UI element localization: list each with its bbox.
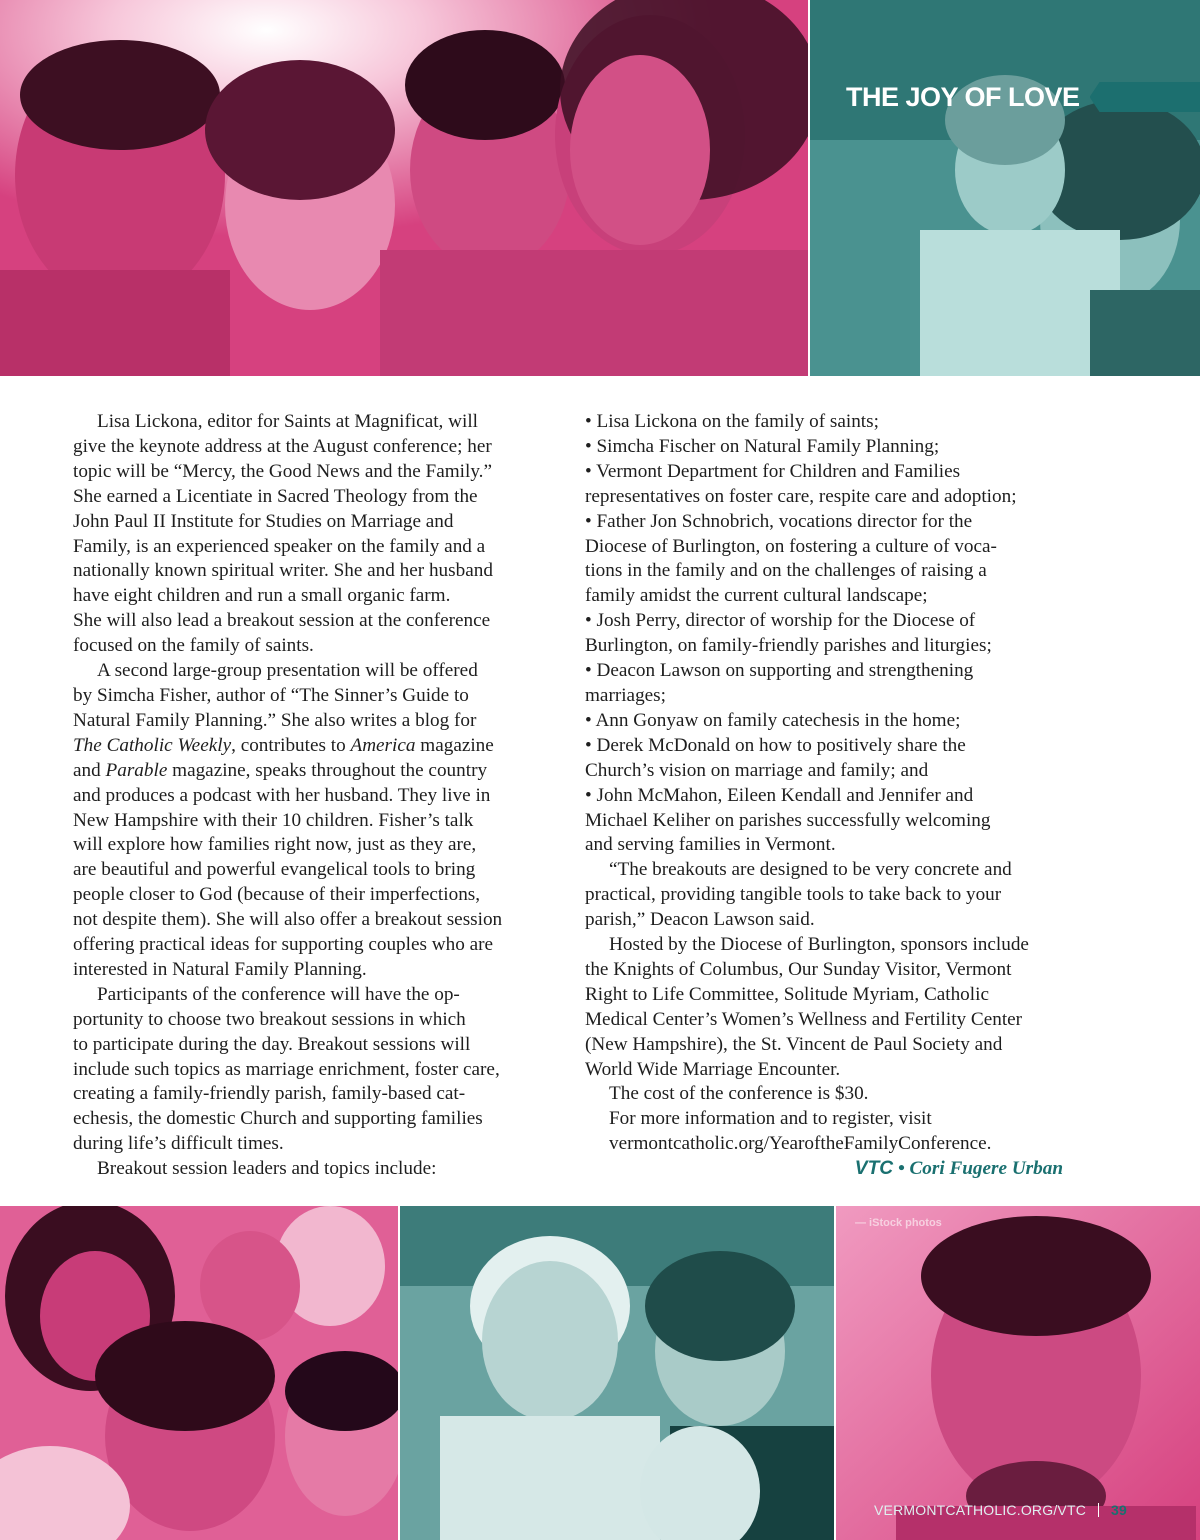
text-line: World Wide Marriage Encounter. [585, 1058, 841, 1080]
text-line: She will also lead a breakout session at the conference [73, 610, 491, 632]
text-line: will explore how families right now, just as they are, [73, 834, 477, 856]
text-line: give the keynote address at the August conference; her [73, 435, 492, 457]
breakout-list [585, 410, 1075, 858]
text-fragment: and [73, 759, 106, 781]
text-line: people closer to God (because of their imperfections, [73, 884, 481, 906]
text-line: Church’s vision on marriage and family; and [585, 759, 929, 781]
text-line: tions in the family and on the challenges of raising a [585, 560, 987, 582]
text-fragment: , contributes to [231, 734, 351, 756]
paragraph-leaders-intro: Breakout session leaders and topics include: [97, 1158, 437, 1180]
young-man-photo [836, 1206, 1200, 1540]
list-item [585, 709, 1075, 734]
byline-author: Cori Fugere Urban [909, 1158, 1063, 1180]
text-line: She earned a Licentiate in Sacred Theology from the [73, 485, 478, 507]
byline-separator: • [893, 1158, 910, 1180]
mother-daughter-photo [810, 0, 1200, 376]
article-column-left [73, 410, 563, 1182]
list-item [585, 784, 1075, 859]
text-line: Medical Center’s Women’s Wellness and Fertility Center [585, 1008, 1023, 1030]
publication-title: Parable [105, 759, 168, 781]
section-banner [836, 82, 1200, 112]
text-line: • Derek McDonald on how to positively share the [585, 734, 966, 756]
text-line: nationally known spiritual writer. She and her husband [73, 560, 493, 582]
list-item [585, 435, 1075, 460]
publication-title: America [350, 734, 416, 756]
text-line: interested in Natural Family Planning. [73, 958, 367, 980]
text-line: • Father Jon Schnobrich, vocations director for the [585, 510, 973, 532]
grandparents-photo [400, 1206, 834, 1540]
text-line: • Ann Gonyaw on family catechesis in the home; [585, 709, 961, 731]
text-fragment: magazine, speaks throughout the country [167, 759, 488, 781]
text-line: creating a family-friendly parish, family-based cat- [73, 1083, 466, 1105]
list-item [585, 460, 1075, 510]
text-line: • Vermont Department for Children and Families [585, 460, 961, 482]
paragraph-sponsors [585, 933, 1075, 1082]
text-line: focused on the family of saints. [73, 635, 314, 657]
paragraph-keynote [73, 410, 563, 659]
text-line: • Josh Perry, director of worship for the Diocese of [585, 610, 976, 632]
text-line: (New Hampshire), the St. Vincent de Paul Society and [585, 1033, 1003, 1055]
footer-divider [1098, 1503, 1099, 1517]
paragraph-cost: The cost of the conference is $30. [609, 1083, 869, 1105]
photo-credit: — iStock photos [855, 1217, 942, 1229]
paragraph-fisher [73, 659, 563, 983]
teens-photo [0, 1206, 398, 1540]
text-line: by Simcha Fisher, author of “The Sinner’s Guide to [73, 684, 469, 706]
byline [585, 1157, 1075, 1182]
text-line: For more information and to register, visit [609, 1108, 932, 1130]
text-line: representatives on foster care, respite care and adoption; [585, 485, 1017, 507]
text-line: Michael Keliher on parishes successfully welcoming [585, 809, 991, 831]
text-line: the Knights of Columbus, Our Sunday Visitor, Vermont [585, 958, 1012, 980]
article-column-right [585, 410, 1075, 1182]
text-line: New Hampshire with their 10 children. Fisher’s talk [73, 809, 474, 831]
text-line: are beautiful and powerful evangelical tools to bring [73, 859, 476, 881]
publication-title: The Catholic Weekly [73, 734, 232, 756]
text-line: A second large-group presentation will be offered [97, 660, 478, 682]
list-item [585, 659, 1075, 709]
paragraph-breakouts [73, 983, 563, 1157]
text-line: Lisa Lickona, editor for Saints at Magnificat, will [97, 411, 478, 432]
text-line: offering practical ideas for supporting couples who are [73, 934, 494, 956]
text-line: and serving families in Vermont. [585, 834, 836, 856]
byline-org: VTC [854, 1158, 894, 1180]
text-line: portunity to choose two breakout sessions in which [73, 1008, 466, 1030]
footer-url[interactable]: VERMONTCATHOLIC.ORG/VTC [874, 1502, 1087, 1518]
text-line: Natural Family Planning.” She also writes a blog for [73, 709, 477, 731]
paragraph-info [585, 1107, 1075, 1157]
page-number: 39 [1111, 1502, 1128, 1518]
text-line: family amidst the current cultural landscape; [585, 585, 928, 607]
banner-tab [1090, 82, 1200, 112]
text-line: “The breakouts are designed to be very concrete and [609, 859, 1012, 881]
text-line: have eight children and run a small organic farm. [73, 585, 451, 607]
text-line: parish,” Deacon Lawson said. [585, 909, 815, 931]
text-line: John Paul II Institute for Studies on Marriage and [73, 510, 454, 532]
text-line [73, 734, 563, 759]
text-line [73, 759, 563, 784]
text-line: • Lisa Lickona on the family of saints; [585, 411, 879, 432]
text-line: echesis, the domestic Church and supporting families [73, 1108, 483, 1130]
text-line: Participants of the conference will have the op- [97, 983, 460, 1005]
list-item [585, 734, 1075, 784]
paragraph-quote [585, 858, 1075, 933]
text-line: Right to Life Committee, Solitude Myriam, Catholic [585, 983, 989, 1005]
text-line: Burlington, on family-friendly parishes and liturgies; [585, 635, 992, 657]
text-line: during life’s difficult times. [73, 1133, 284, 1155]
list-item [585, 410, 1075, 435]
section-title: THE JOY OF LOVE [846, 81, 1080, 112]
text-line: and produces a podcast with her husband. They live in [73, 784, 491, 806]
list-item [585, 510, 1075, 610]
text-line: not despite them). She will also offer a breakout session [73, 909, 503, 931]
family-photo [0, 0, 808, 376]
text-line: topic will be “Mercy, the Good News and the Family.” [73, 460, 492, 482]
text-line: Family, is an experienced speaker on the family and a [73, 535, 486, 557]
text-line: practical, providing tangible tools to take back to your [585, 884, 1002, 906]
text-line: • Deacon Lawson on supporting and strengthening [585, 660, 974, 682]
text-line: • John McMahon, Eileen Kendall and Jennifer and [585, 784, 974, 806]
registration-link[interactable]: vermontcatholic.org/YearoftheFamilyConference. [609, 1133, 992, 1155]
text-line: • Simcha Fischer on Natural Family Planning; [585, 435, 940, 457]
text-fragment: magazine [415, 734, 494, 756]
page-footer [874, 1502, 1127, 1518]
list-item [585, 609, 1075, 659]
text-line: marriages; [585, 684, 666, 706]
text-line: Hosted by the Diocese of Burlington, sponsors include [609, 934, 1029, 956]
text-line: include such topics as marriage enrichment, foster care, [73, 1058, 500, 1080]
text-line: Diocese of Burlington, on fostering a culture of voca- [585, 535, 997, 557]
text-line: to participate during the day. Breakout sessions will [73, 1033, 471, 1055]
